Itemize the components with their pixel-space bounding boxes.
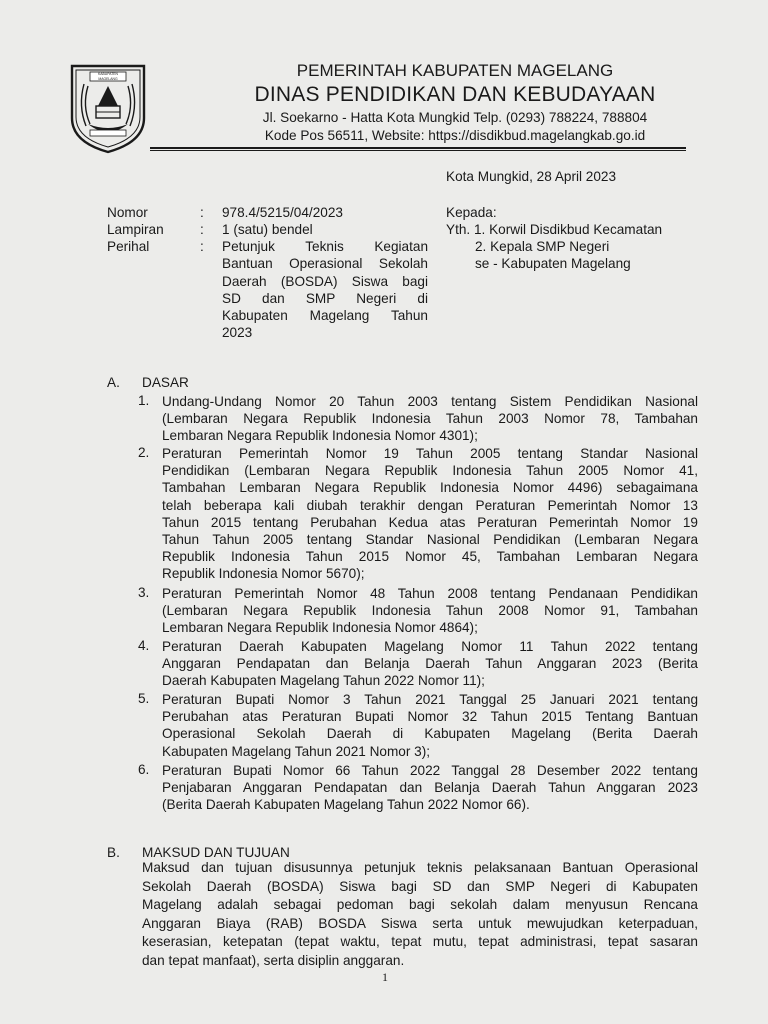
paragraph-line: Maksud dan tujuan disusunnya petunjuk teknis pelaksanaan Bantuan Operasional	[142, 860, 698, 875]
letterhead-address: Jl. Soekarno - Hatta Kota Mungkid Telp. (0293) 788224, 788804	[262, 110, 648, 125]
item-line: Pendidikan (Lembaran Negara Republik Indonesia Tahun 2005 Nomor 41,	[162, 463, 698, 479]
item-1-text	[162, 393, 698, 445]
item-line: telah beberapa kali diubah terakhir dengan Peraturan Pemerintah Nomor 13	[162, 497, 698, 513]
perihal-line: Kabupaten Magelang Tahun	[222, 308, 428, 324]
letterhead-agency: DINAS PENDIDIKAN DAN KEBUDAYAAN	[254, 83, 656, 106]
section-b-text	[142, 859, 698, 971]
letterhead-contact: Kode Pos 56511, Website: https://disdikbud.magelangkab.go.id	[264, 128, 646, 143]
perihal-label: Perihal	[107, 239, 150, 254]
lampiran-label: Lampiran	[107, 222, 164, 237]
item-6-text	[162, 762, 698, 814]
lampiran-value: 1 (satu) bendel	[222, 222, 313, 237]
paragraph-line: keserasian, ketepatan (tepat waktu, tepat mutu, tepat administrasi, tepat sasaran	[142, 934, 698, 950]
item-line: (Lembaran Negara Republik Indonesia Tahun 2003 Nomor 78, Tambahan	[162, 411, 698, 427]
item-line: (Berita Daerah Kabupaten Magelang Tahun 2022 Nomor 66).	[162, 797, 530, 813]
letter-date: Kota Mungkid, 28 April 2023	[446, 169, 617, 184]
item-line: Tambahan Lembaran Negara Republik Indonesia Nomor 4496) sebagaimana	[162, 480, 698, 496]
recipient-kepada: Kepada:	[446, 205, 497, 220]
nomor-colon: :	[200, 205, 204, 220]
item-4-number: 4.	[138, 638, 150, 653]
item-line: Lembaran Negara Republik Indonesia Nomor 4864);	[162, 620, 478, 636]
item-3-number: 3.	[138, 585, 150, 600]
nomor-label: Nomor	[107, 205, 148, 220]
item-line: Daerah Kabupaten Magelang Tahun 2022 Nomor 11);	[162, 673, 485, 689]
perihal-line: 2023	[222, 325, 253, 341]
item-line: Peraturan Bupati Nomor 66 Tahun 2022 Tanggal 28 Desember 2022 tentang	[162, 763, 698, 778]
recipient-line-1: Yth. 1. Korwil Disdikbud Kecamatan	[446, 222, 663, 237]
perihal-line: Daerah (BOSDA) Siswa bagi	[222, 273, 428, 289]
nomor-value: 978.4/5215/04/2023	[222, 205, 343, 220]
lampiran-colon: :	[200, 222, 204, 237]
item-line: Perubahan atas Peraturan Bupati Nomor 32 Tahun 2015 Tentang Bantuan	[162, 709, 698, 725]
perihal-colon: :	[200, 239, 204, 254]
item-line: Penjabaran Anggaran Pendapatan dan Belanja Daerah Tahun Anggaran 2023	[162, 780, 698, 796]
item-5-number: 5.	[138, 691, 150, 706]
item-4-text	[162, 638, 698, 690]
perihal-line: Petunjuk Teknis Kegiatan	[222, 239, 428, 254]
logo-lettering: KABUPATEN MAGELANG	[97, 72, 119, 81]
item-line: Peraturan Daerah Kabupaten Magelang Nomor 11 Tahun 2022 tentang	[162, 639, 698, 654]
section-a-title: DASAR	[142, 375, 189, 390]
perihal-line: Bantuan Operasional Sekolah	[222, 256, 428, 272]
item-line: Anggaran Pendapatan dan Belanja Daerah Tahun Anggaran 2023 (Berita	[162, 656, 698, 672]
section-a-letter: A.	[107, 375, 120, 390]
recipient-line-2: 2. Kepala SMP Negeri	[475, 239, 610, 254]
item-2-number: 2.	[138, 445, 150, 460]
letterhead-rule-thick	[150, 147, 686, 149]
item-line: Republik Indonesia Tahun 2015 Nomor 45, Tambahan Lembaran Negara	[162, 549, 698, 565]
letterhead-rule-thin	[150, 150, 686, 151]
item-line: Peraturan Pemerintah Nomor 19 Tahun 2005 tentang Standar Nasional	[162, 446, 698, 461]
section-b-letter: B.	[107, 845, 120, 860]
item-line: Kabupaten Magelang Tahun 2021 Nomor 3);	[162, 743, 431, 759]
perihal-line: SD dan SMP Negeri di	[222, 290, 428, 306]
paragraph-line: Magelang adalah sebagai pedoman bagi sekolah dalam menyusun Rencana	[142, 897, 698, 913]
recipient-line-3: se - Kabupaten Magelang	[475, 256, 631, 271]
item-line: Peraturan Pemerintah Nomor 48 Tahun 2008 tentang Pendanaan Pendidikan	[162, 586, 698, 601]
item-line: Peraturan Bupati Nomor 3 Tahun 2021 Tanggal 25 Januari 2021 tentang	[162, 692, 698, 707]
item-2-text	[162, 445, 698, 583]
regency-crest-logo	[66, 62, 150, 154]
page-number: 1	[382, 970, 388, 984]
item-1-number: 1.	[138, 393, 150, 408]
item-line: Tahun Tahun 2005 tentang Standar Nasional Pendidikan (Lembaran Negara	[162, 531, 698, 547]
paragraph-line: Sekolah Daerah (BOSDA) Siswa bagi SD dan SMP Negeri di Kabupaten	[142, 878, 698, 894]
item-5-text	[162, 691, 698, 760]
item-6-number: 6.	[138, 762, 150, 777]
item-line: Operasional Sekolah Daerah di Kabupaten Magelang (Berita Daerah	[162, 726, 698, 742]
perihal-value	[222, 238, 428, 342]
item-line: Republik Indonesia Nomor 5670);	[162, 566, 365, 582]
item-3-text	[162, 585, 698, 637]
paragraph-line: dan tepat manfaat), serta disiplin anggaran.	[142, 952, 405, 968]
item-line: Undang-Undang Nomor 20 Tahun 2003 tentang Sistem Pendidikan Nasional	[162, 394, 698, 409]
item-line: (Lembaran Negara Republik Indonesia Tahun 2008 Nomor 91, Tambahan	[162, 603, 698, 619]
paragraph-line: Anggaran Biaya (RAB) BOSDA Siswa serta untuk mewujudkan keterpaduan,	[142, 915, 698, 931]
section-b-title: MAKSUD DAN TUJUAN	[142, 845, 290, 860]
item-line: Tahun 2015 tentang Perubahan Kedua atas Peraturan Pemerintah Nomor 19	[162, 514, 698, 530]
item-line: Lembaran Negara Republik Indonesia Nomor 4301);	[162, 428, 478, 444]
letterhead-government: PEMERINTAH KABUPATEN MAGELANG	[296, 61, 614, 80]
